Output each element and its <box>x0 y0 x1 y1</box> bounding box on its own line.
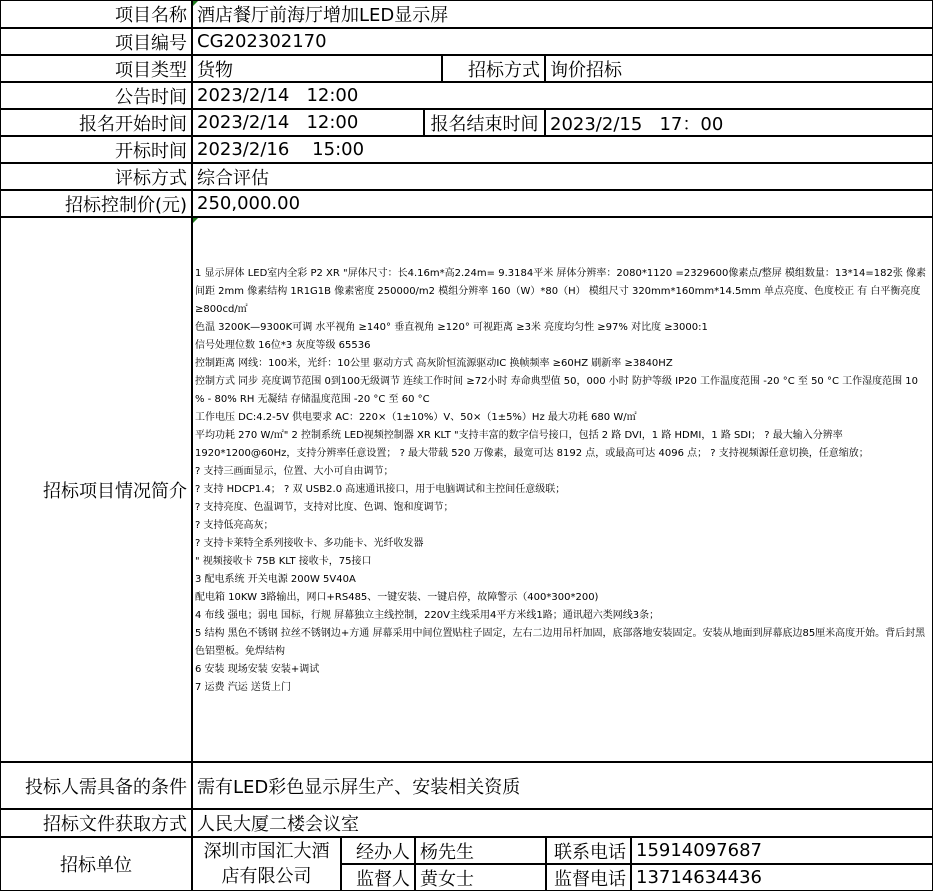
project-name-value[interactable] <box>192 0 933 28</box>
bid-method-label: 招标方式 <box>442 55 545 82</box>
sup-phone-label: 监督电话 <box>546 864 631 891</box>
project-desc-line: 工作电压 DC:4.2-5V 供电要求 AC：220×（1±10%）V、50×（1±5%）Hz 最大功耗 680 W/㎡ <box>195 412 637 423</box>
handler-label: 经办人 <box>341 837 415 864</box>
project-no-value[interactable]: CG202302170 <box>192 28 933 55</box>
project-desc-label: 招标项目情况简介 <box>0 217 192 762</box>
project-desc-line: ? 支持 HDCP1.4； ? 双 USB2.0 高速通讯接口，用于电脑调试和主控间任意级联； <box>195 484 566 495</box>
project-desc-line: 控制方式 同步 亮度调节范围 0到100无级调节 连续工作时间 ≥72小时 寿命典型值 50，000 小时 防护等级 IP20 工作温度范围 -20 °C 至 50 °C 工作湿度范围 10 % - 80% RH 无凝结 存储温度范围 -20 °C 至 60 °C <box>195 376 919 405</box>
project-desc-line: 控制距离 网线：100米，光纤：10公里 驱动方式 高灰阶恒流源驱动IC 换帧频率 ≥60HZ 刷新率 ≥3840HZ <box>195 358 673 369</box>
doc-location-label: 招标文件获取方式 <box>0 809 192 837</box>
price-cap-value[interactable]: 250,000.00 <box>192 190 933 217</box>
bidder-label: 招标单位 <box>0 837 192 891</box>
project-desc-line: 1 显示屏体 LED室内全彩 P2 XR "屏体尺寸：长4.16m*高2.24m= 9.3184平米 屏体分辨率：2080*1120 =2329600像素点/整屏 模组数量：13*14=182张 像素间距 2mm 像素结构 1R1G1B 像素密度 250000/m2 模组分辨率 160（W）*80（H） 模组尺寸 320mm*160mm*14.5mm 单点亮度、色度校正 有 白平衡亮度 ≥800cd/㎡ <box>195 268 927 315</box>
requirements-label: 投标人需具备的条件 <box>0 762 192 809</box>
project-desc-line: " 视频接收卡 75B KLT 接收卡，75接口 <box>195 556 372 567</box>
bid-method-value[interactable]: 询价招标 <box>545 55 933 82</box>
cell-comment-marker <box>193 1 198 6</box>
eval-method-label: 评标方式 <box>0 163 192 190</box>
bidder-name-line1: 深圳市国汇大酒 <box>203 841 330 862</box>
eval-method-value[interactable]: 综合评估 <box>192 163 933 190</box>
project-desc-line: 平均功耗 270 W/㎡" 2 控制系统 LED视频控制器 XR KLT "支持丰富的数字信号接口，包括 2 路 DVI，1 路 HDMI，1 路 SDI； ? 最大输入分辨率 1920*1200@60Hz，支持分辨率任意设置； ? 最大带载 520 万像素，最宽可达 8192 点，或最高可达 4096 点； ? 支持视频源任意切换，任意缩放； <box>195 430 869 459</box>
announce-time-label: 公告时间 <box>0 82 192 109</box>
supervisor-value[interactable]: 黄女士 <box>415 864 546 891</box>
supervisor-label: 监督人 <box>341 864 415 891</box>
sup-phone-value[interactable]: 13714634436 <box>631 864 933 891</box>
requirements-value[interactable]: 需有LED彩色显示屏生产、安装相关资质 <box>192 762 933 809</box>
project-name-label: 项目名称 <box>0 0 192 28</box>
phone-label: 联系电话 <box>546 837 631 864</box>
cell-comment-marker <box>193 218 198 223</box>
signup-start-value[interactable]: 2023/2/14 12:00 <box>192 109 424 136</box>
bidder-name[interactable] <box>192 837 341 891</box>
project-type-value[interactable]: 货物 <box>192 55 442 82</box>
project-desc-line: 色温 3200K—9300K可调 水平视角 ≥140° 垂直视角 ≥120° 可视距离 ≥3米 亮度均匀性 ≥97% 对比度 ≥3000:1 <box>195 322 708 333</box>
project-desc-value[interactable] <box>192 217 933 762</box>
signup-end-value[interactable]: 2023/2/15 17：00 <box>545 109 933 136</box>
project-desc-line: 信号处理位数 16位*3 灰度等级 65536 <box>195 340 371 351</box>
announce-time-value[interactable]: 2023/2/14 12:00 <box>192 82 933 109</box>
project-desc-line: 7 运费 汽运 送货上门 <box>195 682 291 693</box>
project-desc-line: 3 配电系统 开关电源 200W 5V40A <box>195 574 356 585</box>
project-desc-line: 6 安装 现场安装 安装+调试 <box>195 664 320 675</box>
project-desc-line: 配电箱 10KW 3路输出，网口+RS485、一键安装、一键启停，故障警示（400*300*200) <box>195 592 599 603</box>
doc-location-value[interactable]: 人民大厦二楼会议室 <box>192 809 933 837</box>
project-desc-lines <box>195 265 930 697</box>
bidder-name-line2: 店有限公司 <box>221 866 312 887</box>
open-time-label: 开标时间 <box>0 136 192 163</box>
project-name-text: 酒店餐厅前海厅增加LED显示屏 <box>197 5 449 26</box>
price-cap-label: 招标控制价(元) <box>0 190 192 217</box>
open-time-value[interactable]: 2023/2/16 15:00 <box>192 136 933 163</box>
project-type-label: 项目类型 <box>0 55 192 82</box>
handler-value[interactable]: 杨先生 <box>415 837 546 864</box>
project-desc-line: ? 支持三画面显示，位置、大小可自由调节； <box>195 466 394 477</box>
project-no-label: 项目编号 <box>0 28 192 55</box>
project-desc-line: ? 支持低亮高灰； <box>195 520 274 531</box>
project-desc-line: ? 支持亮度、色温调节，支持对比度、色调、饱和度调节； <box>195 502 454 513</box>
project-desc-line: 5 结构 黑色不锈钢 拉丝不锈钢边+方通 屏幕采用中间位置贴柱子固定，左右二边用吊杆加固，底部落地安装固定。安装从地面到屏幕底边85厘米高度开始。背后封黑色铝塑板。免焊结构 <box>195 628 926 657</box>
project-desc-line: 4 布线 强电；弱电 国标，行规 屏幕独立主线控制，220V主线采用4平方米线1路；通讯超六类网线3条； <box>195 610 660 621</box>
signup-end-label: 报名结束时间 <box>424 109 545 136</box>
project-desc-line: ? 支持卡莱特全系列接收卡、多功能卡、光纤收发器 <box>195 538 424 549</box>
signup-start-label: 报名开始时间 <box>0 109 192 136</box>
phone-value[interactable]: 15914097687 <box>631 837 933 864</box>
